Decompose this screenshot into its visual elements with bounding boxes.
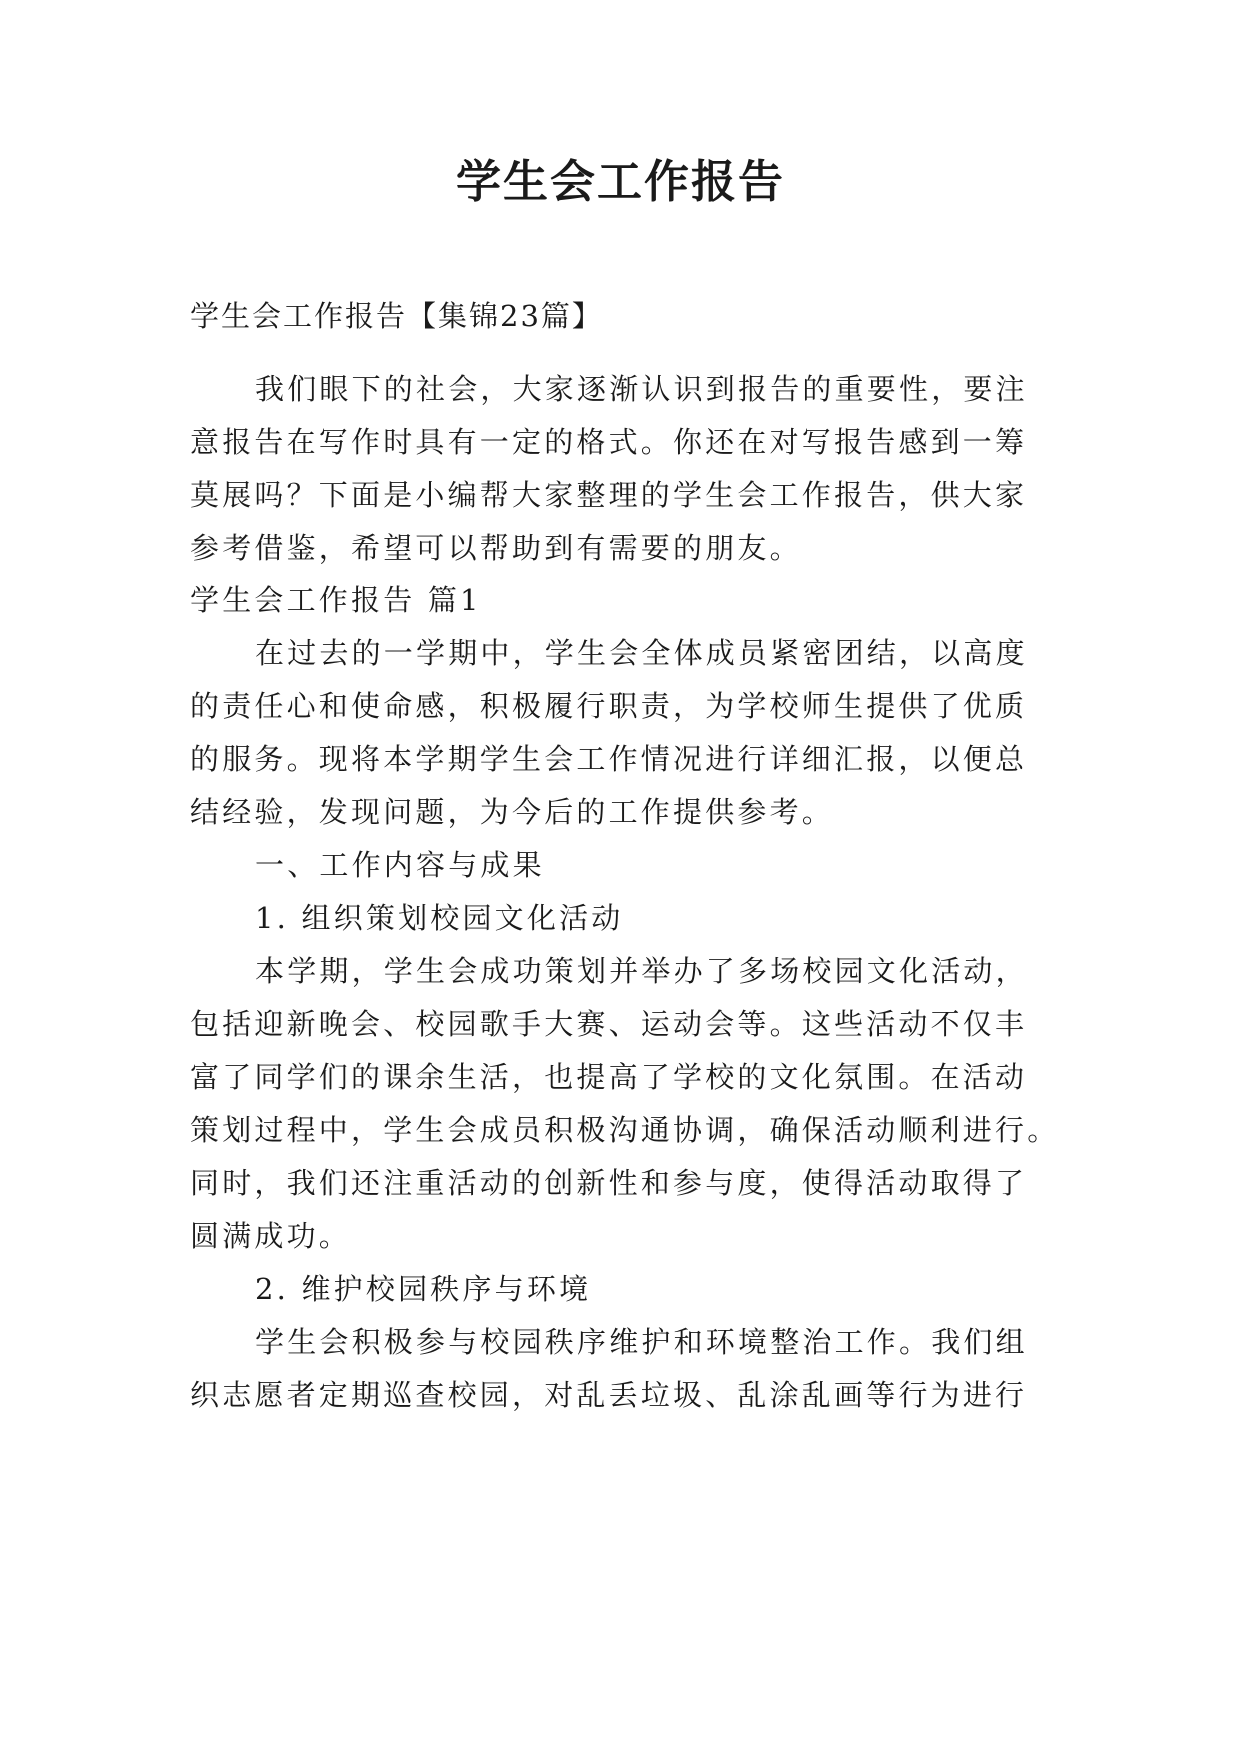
paragraph-line: 学生会积极参与校园秩序维护和环境整治工作。我们组 [255,1325,1028,1359]
paragraph-line: 策划过程中，学生会成员积极沟通协调，确保活动顺利进行。 [190,1113,1060,1147]
item-heading: 2. 维护校园秩序与环境 [255,1272,592,1306]
paragraph-line: 意报告在写作时具有一定的格式。你还在对写报告感到一筹 [190,425,1028,459]
subsection-heading: 一、工作内容与成果 [255,848,545,882]
item-heading: 1. 组织策划校园文化活动 [255,901,624,935]
paragraph-line: 本学期，学生会成功策划并举办了多场校园文化活动， [255,954,1028,988]
paragraph-line: 包括迎新晚会、校园歌手大赛、运动会等。这些活动不仅丰 [190,1007,1028,1041]
paragraph-line: 参考借鉴，希望可以帮助到有需要的朋友。 [190,531,802,565]
document-subtitle: 学生会工作报告【集锦23篇】 [190,299,603,333]
paragraph-line: 同时，我们还注重活动的创新性和参与度，使得活动取得了 [190,1166,1028,1200]
section-heading: 学生会工作报告 篇1 [190,583,482,617]
paragraph-line: 织志愿者定期巡查校园，对乱丢垃圾、乱涂乱画等行为进行 [190,1378,1028,1412]
paragraph-line: 结经验，发现问题，为今后的工作提供参考。 [190,795,835,829]
document-title: 学生会工作报告 [455,155,785,208]
paragraph-line: 我们眼下的社会，大家逐渐认识到报告的重要性，要注 [255,372,1028,406]
paragraph-line: 莫展吗？下面是小编帮大家整理的学生会工作报告，供大家 [190,478,1028,512]
paragraph-line: 富了同学们的课余生活，也提高了学校的文化氛围。在活动 [190,1060,1028,1094]
paragraph-line: 在过去的一学期中，学生会全体成员紧密团结，以高度 [255,636,1028,670]
paragraph-line: 圆满成功。 [190,1219,352,1253]
paragraph-line: 的责任心和使命感，积极履行职责，为学校师生提供了优质 [190,689,1028,723]
paragraph-line: 的服务。现将本学期学生会工作情况进行详细汇报，以便总 [190,742,1028,776]
